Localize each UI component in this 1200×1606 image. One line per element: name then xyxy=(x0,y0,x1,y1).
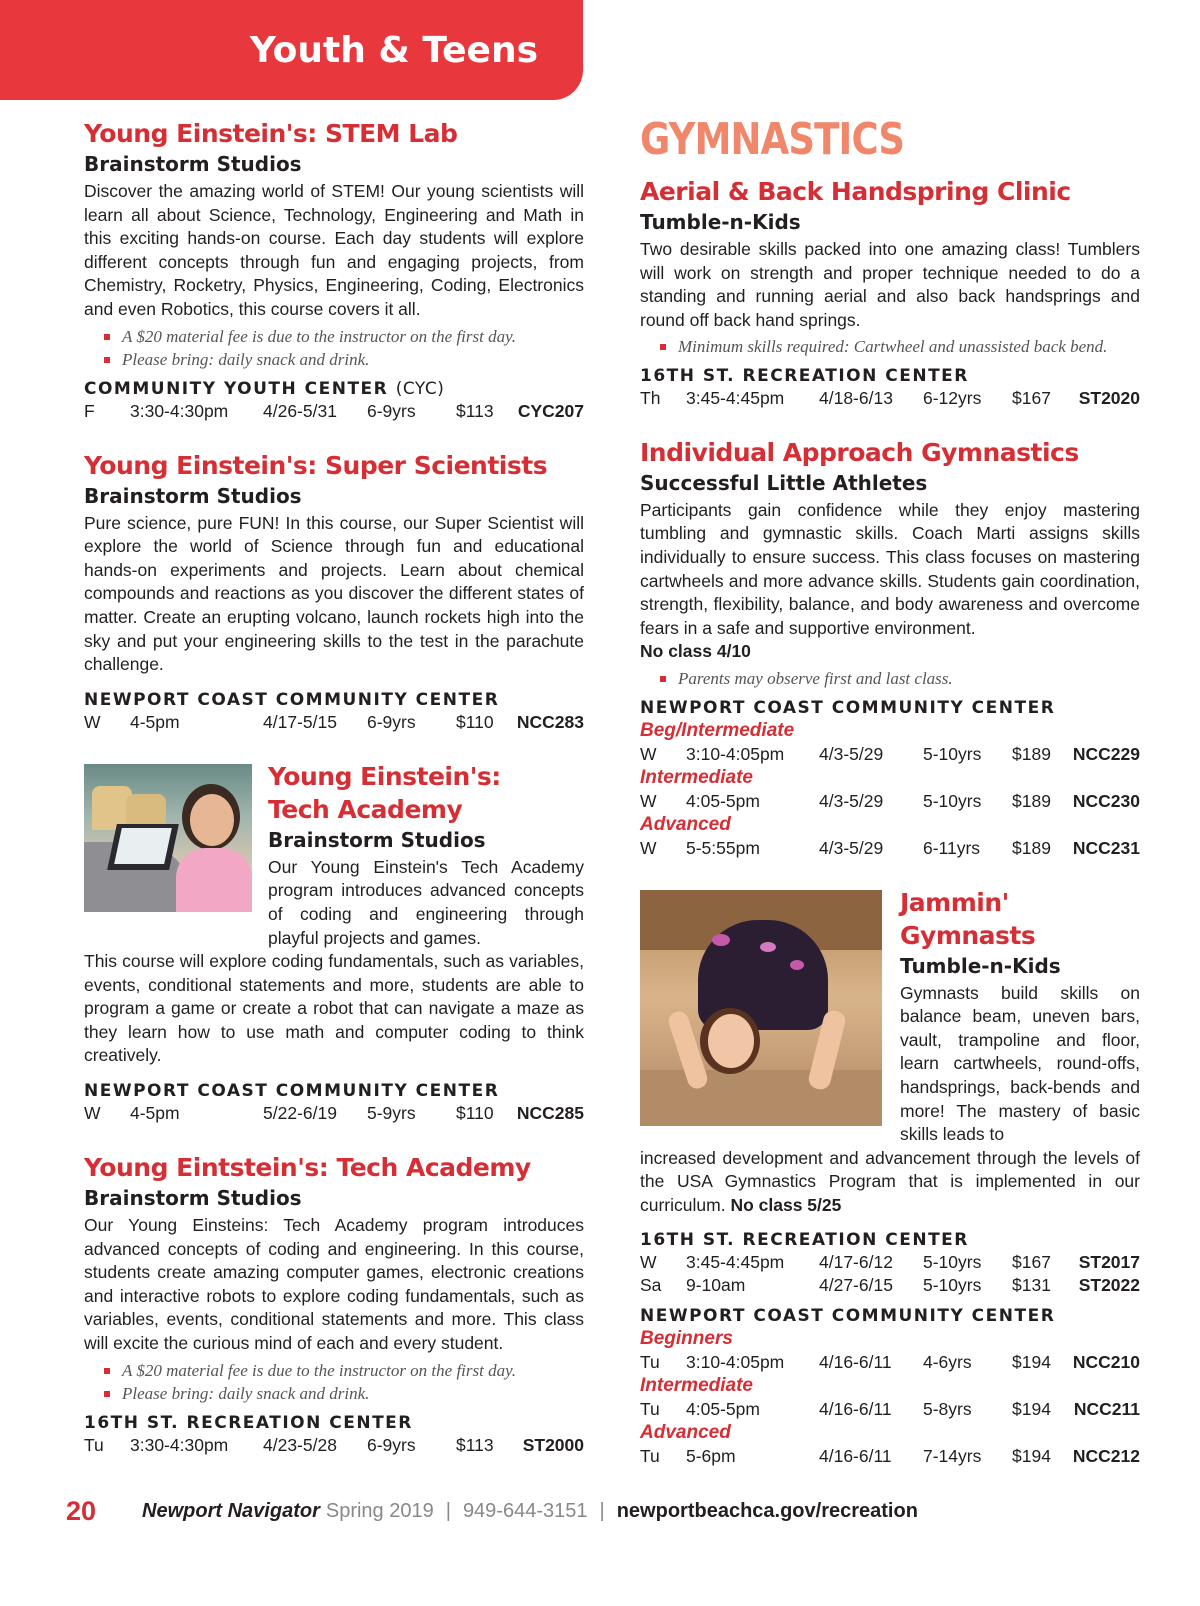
session-day: Tu xyxy=(640,1399,660,1420)
session-day: Tu xyxy=(640,1352,660,1373)
session-row xyxy=(640,1445,1140,1468)
class-provider: Brainstorm Studios xyxy=(84,1186,302,1211)
session-price: $167 xyxy=(1012,1252,1051,1273)
class-listing-tech-academy xyxy=(84,760,584,1125)
session-day: W xyxy=(640,1252,657,1273)
page-number: 20 xyxy=(66,1496,97,1526)
location-heading xyxy=(84,1412,584,1434)
footer-separator: | xyxy=(599,1500,605,1522)
class-description: Discover the amazing world of STEM! Our young scientists will learn all about Science, Technology, Engineering and Math in this exciting hands-on course. Each day students will explore different concepts through fun and engaging projects, from Chemistry, Rocketry, Physics, Engineering, Coding, Electronics and even Robotics, this course covers it all. xyxy=(84,181,584,319)
location-heading xyxy=(640,697,1140,719)
session-row xyxy=(640,1351,1140,1374)
session-dates: 4/3-5/29 xyxy=(819,837,884,858)
session-time: 3:30-4:30pm xyxy=(130,400,229,421)
location-heading xyxy=(640,1305,1140,1327)
session-code: NCC285 xyxy=(516,1103,584,1124)
session-price: $113 xyxy=(456,400,494,421)
section-heading: GYMNASTICS xyxy=(640,114,905,165)
gymnast-backbend-photo xyxy=(640,890,882,1126)
phone-number: 949-644-3151 xyxy=(462,1500,588,1522)
session-time: 3:45-4:45pm xyxy=(686,387,785,408)
class-listing-stem-lab xyxy=(84,117,584,423)
session-day: Tu xyxy=(640,1446,660,1467)
session-code: ST2017 xyxy=(1078,1252,1140,1273)
session-time: 4-5pm xyxy=(130,711,180,732)
class-provider: Tumble-n-Kids xyxy=(900,953,1061,978)
location-name: NEWPORT COAST COMMUNITY CENTER xyxy=(640,1306,1056,1327)
girl-with-laptop-photo xyxy=(84,764,252,912)
photo-wrap xyxy=(84,760,584,950)
class-provider: Brainstorm Studios xyxy=(84,152,302,176)
left-column xyxy=(84,117,584,1483)
session-time: 4:05-5pm xyxy=(686,790,760,811)
class-provider: Brainstorm Studios xyxy=(268,827,486,852)
session-row xyxy=(640,837,1140,860)
session-dates: 4/17-6/12 xyxy=(819,1252,893,1273)
photo-wrap xyxy=(640,886,1140,1147)
level-label: Beginners xyxy=(640,1328,733,1350)
session-day: W xyxy=(640,743,657,764)
class-notes xyxy=(104,325,584,372)
session-dates: 5/22-6/19 xyxy=(263,1103,337,1124)
session-ages: 5-10yrs xyxy=(923,790,982,811)
class-title: Individual Approach Gymnastics xyxy=(640,437,1079,467)
class-provider: Tumble-n-Kids xyxy=(640,210,801,234)
session-code: ST2022 xyxy=(1078,1275,1140,1296)
session-price: $194 xyxy=(1012,1446,1051,1467)
session-day: W xyxy=(640,837,657,858)
class-notes xyxy=(104,1359,584,1406)
publication-name: Newport Navigator xyxy=(142,1500,320,1522)
session-code: CYC207 xyxy=(517,400,584,421)
session-dates: 4/3-5/29 xyxy=(819,790,884,811)
publication-season: Spring 2019 xyxy=(325,1500,434,1522)
location-name: NEWPORT COAST COMMUNITY CENTER xyxy=(84,1081,500,1102)
banner-title: Youth & Teens xyxy=(249,30,538,71)
shirt-shape xyxy=(176,848,252,912)
session-dates: 4/16-6/11 xyxy=(819,1446,892,1467)
photo-side-text xyxy=(268,760,584,950)
session-ages: 5-9yrs xyxy=(367,1103,416,1124)
class-listing-jammin-gymnasts xyxy=(640,886,1140,1469)
session-dates: 4/18-6/13 xyxy=(819,387,893,408)
session-code: ST2000 xyxy=(522,1434,584,1455)
session-time: 3:10-4:05pm xyxy=(686,743,785,764)
location-name: COMMUNITY YOUTH CENTER xyxy=(84,378,389,399)
location-heading xyxy=(640,365,1140,387)
session-dates: 4/17-5/15 xyxy=(263,711,337,732)
session-code: NCC212 xyxy=(1072,1446,1140,1467)
floor-shape xyxy=(640,1070,882,1126)
session-code: NCC231 xyxy=(1072,837,1140,858)
level-label: Intermediate xyxy=(640,766,753,788)
session-day: Th xyxy=(640,387,661,408)
session-code: ST2020 xyxy=(1078,387,1140,408)
session-row xyxy=(84,1102,584,1125)
note-item: A $20 material fee is due to the instructor on the first day. xyxy=(104,325,584,349)
session-row xyxy=(640,387,1140,410)
location-name: NEWPORT COAST COMMUNITY CENTER xyxy=(84,689,500,710)
location-heading xyxy=(640,1229,1140,1251)
class-description: Our Young Einstein's Tech Academy program introduces advanced concepts of coding and engineering through playful projects and games. xyxy=(268,856,584,948)
session-time: 4-5pm xyxy=(130,1103,180,1124)
page-footer xyxy=(66,1496,918,1527)
session-ages: 6-9yrs xyxy=(367,400,416,421)
class-provider: Brainstorm Studios xyxy=(84,483,302,508)
session-dates: 4/26-5/31 xyxy=(263,400,337,421)
session-code: NCC211 xyxy=(1073,1399,1140,1420)
pattern-dot xyxy=(790,960,804,970)
face-shape xyxy=(190,794,234,846)
session-dates: 4/27-6/15 xyxy=(819,1275,893,1296)
session-time: 5-5:55pm xyxy=(686,837,760,858)
session-price: $167 xyxy=(1012,387,1051,408)
session-ages: 5-8yrs xyxy=(923,1399,972,1420)
face-shape xyxy=(708,1014,754,1068)
note-item: A $20 material fee is due to the instructor on the first day. xyxy=(104,1359,584,1383)
class-provider: Successful Little Athletes xyxy=(640,470,928,495)
session-price: $189 xyxy=(1012,837,1051,858)
note-item: Minimum skills required: Cartwheel and unassisted back bend. xyxy=(660,335,1140,359)
class-notes xyxy=(660,667,1140,691)
session-time: 3:10-4:05pm xyxy=(686,1352,785,1373)
no-class-note: No class 5/25 xyxy=(730,1194,842,1215)
session-dates: 4/16-6/11 xyxy=(819,1352,892,1373)
location-heading xyxy=(84,378,584,400)
class-title-line: Gymnasts xyxy=(900,920,1036,950)
session-dates: 4/23-5/28 xyxy=(263,1434,337,1455)
class-title-line: Tech Academy xyxy=(268,794,463,824)
session-price: $189 xyxy=(1012,790,1051,811)
location-name: 16TH ST. RECREATION CENTER xyxy=(640,1230,969,1251)
session-day: W xyxy=(84,711,101,732)
session-row xyxy=(84,711,584,734)
session-ages: 6-9yrs xyxy=(367,1434,416,1455)
session-time: 9-10am xyxy=(686,1275,746,1296)
level-label: Intermediate xyxy=(640,1375,753,1397)
class-listing-individual-approach xyxy=(640,436,1140,860)
pattern-dot xyxy=(760,942,776,952)
class-listing-aerial xyxy=(640,175,1140,410)
session-dates: 4/3-5/29 xyxy=(819,743,884,764)
location-abbrev: (CYC) xyxy=(395,378,445,399)
session-code: NCC230 xyxy=(1072,790,1140,811)
session-ages: 5-10yrs xyxy=(923,1275,982,1296)
session-code: NCC229 xyxy=(1072,743,1140,764)
class-title: Young Einstein's: STEM Lab xyxy=(84,119,458,148)
level-label: Advanced xyxy=(640,813,731,835)
class-title-line: Jammin' xyxy=(900,887,1009,917)
no-class-note: No class 4/10 xyxy=(640,641,751,662)
session-day: F xyxy=(84,400,95,421)
session-price: $110 xyxy=(456,711,494,732)
class-description: Gymnasts build skills on balance beam, uneven bars, vault, trampoline and floor, learn cartwheels, round-offs, handsprings, back-bends and more! The mastery of basic skills leads to xyxy=(900,982,1140,1145)
class-listing-super-scientists xyxy=(84,449,584,734)
class-title: Aerial & Back Handspring Clinic xyxy=(640,177,1071,206)
session-day: Sa xyxy=(640,1275,662,1296)
session-price: $189 xyxy=(1012,743,1051,764)
class-notes xyxy=(660,335,1140,359)
class-description: Two desirable skills packed into one amazing class! Tumblers will work on strength and proper technique needed to do a standing and running aerial and also back handsprings and round off back hand springs. xyxy=(640,239,1140,330)
session-dates: 4/16-6/11 xyxy=(819,1399,892,1420)
class-description: Our Young Einsteins: Tech Academy program introduces advanced concepts of coding and engineering. In this course, students create amazing computer games, electronic creations and interactive robots to explore coding fundamentals, such as variables, events, conditional statements and more. This class will excite the curious mind of each and every student. xyxy=(84,1215,584,1354)
session-time: 3:30-4:30pm xyxy=(130,1434,229,1455)
session-ages: 5-10yrs xyxy=(923,743,982,764)
note-item: Please bring: daily snack and drink. xyxy=(104,1382,584,1406)
class-description: Participants gain confidence while they enjoy mastering tumbling and gymnastic skills. Coach Marti assigns skills individually to ensure success. This class focuses on mastering cartwheels and more advance skills. Students gain coordination, strength, flexibility, balance, and body awareness and overcome fears in a safe and supportive environment. xyxy=(640,499,1140,638)
pattern-dot xyxy=(712,934,730,946)
website-link[interactable]: newportbeachca.gov/recreation xyxy=(616,1500,918,1522)
session-row xyxy=(640,1398,1140,1421)
location-name: 16TH ST. RECREATION CENTER xyxy=(640,365,969,386)
location-name: NEWPORT COAST COMMUNITY CENTER xyxy=(640,697,1056,718)
photo-side-text xyxy=(900,886,1140,1147)
session-price: $131 xyxy=(1012,1275,1051,1296)
session-day: Tu xyxy=(84,1434,104,1455)
class-listing-tech-academy-16th xyxy=(84,1151,584,1457)
location-name: 16TH ST. RECREATION CENTER xyxy=(84,1412,413,1433)
class-title: Young Einstein's: Super Scientists xyxy=(84,450,548,480)
session-row xyxy=(84,1434,584,1457)
level-label: Advanced xyxy=(640,1422,731,1444)
session-price: $194 xyxy=(1012,1352,1051,1373)
session-ages: 4-6yrs xyxy=(923,1352,972,1373)
class-title: Young Eintstein's: Tech Academy xyxy=(84,1153,531,1183)
session-row xyxy=(640,790,1140,813)
session-row xyxy=(84,400,584,423)
session-row xyxy=(640,743,1140,766)
session-price: $110 xyxy=(456,1103,494,1124)
level-label: Beg/Intermediate xyxy=(640,719,795,741)
class-description-continued xyxy=(640,1147,1140,1218)
session-code: NCC283 xyxy=(516,711,584,732)
session-ages: 7-14yrs xyxy=(923,1446,982,1467)
class-description: Pure science, pure FUN! In this course, our Super Scientist will explore the world of Science through fun and educational hands-on experiments and projects. Learn about chemical compounds and reactions as you discover the different states of matter. Create an erupting volcano, launch rockets high into the sky and put your engineering skills to the test in the parachute challenge. xyxy=(84,512,584,675)
session-ages: 6-11yrs xyxy=(923,837,981,858)
session-row xyxy=(640,1274,1140,1297)
session-time: 4:05-5pm xyxy=(686,1399,760,1420)
laptop-screen-shape xyxy=(114,828,172,864)
session-row xyxy=(640,1251,1140,1274)
section-banner xyxy=(0,0,583,100)
session-time: 3:45-4:45pm xyxy=(686,1252,785,1273)
session-ages: 6-12yrs xyxy=(923,387,982,408)
description-text: increased development and advancement through the levels of the USA Gymnastics Program that is implemented in our curriculum. xyxy=(640,1147,1140,1215)
session-price: $194 xyxy=(1012,1399,1051,1420)
right-column xyxy=(640,114,1140,1494)
location-heading xyxy=(84,689,584,711)
session-ages: 6-9yrs xyxy=(367,711,416,732)
footer-separator: | xyxy=(445,1500,451,1522)
class-title-line: Young Einstein's: xyxy=(268,761,501,791)
note-item: Please bring: daily snack and drink. xyxy=(104,348,584,372)
session-day: W xyxy=(640,790,657,811)
note-item: Parents may observe first and last class. xyxy=(660,667,1140,691)
session-price: $113 xyxy=(456,1434,494,1455)
session-code: NCC210 xyxy=(1072,1352,1140,1373)
session-day: W xyxy=(84,1103,101,1124)
session-ages: 5-10yrs xyxy=(923,1252,982,1273)
session-time: 5-6pm xyxy=(686,1446,736,1467)
class-description-continued: This course will explore coding fundamentals, such as variables, events, conditional statements and more, students are able to program a game or create a robot that can navigate a maze as they learn how to use math and computer coding to think creatively. xyxy=(84,951,584,1066)
location-heading xyxy=(84,1080,584,1102)
